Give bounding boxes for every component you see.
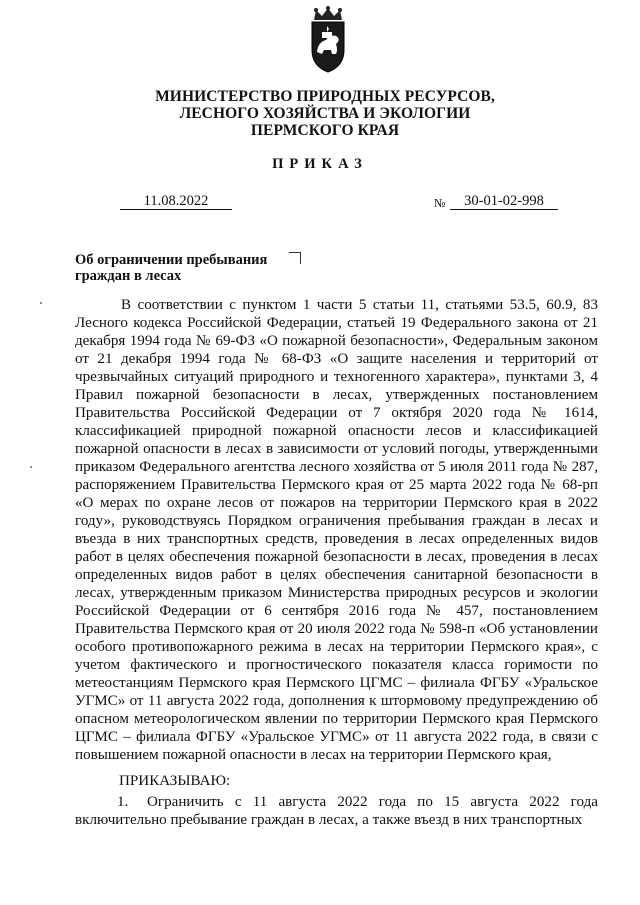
document-number: 30-01-02-998 [450, 193, 558, 210]
subject-line2: граждан в лесах [75, 268, 182, 284]
order-word: ПРИКАЗЫВАЮ: [119, 773, 231, 789]
margin-mark [30, 466, 32, 468]
document-number-label: № [434, 196, 446, 210]
document-type-title: ПРИКАЗ [272, 156, 368, 172]
subject-line1: Об ограничении пребывания [75, 252, 268, 268]
order-item-1-number: 1. [117, 794, 129, 810]
ministry-name-line2: ЛЕСНОГО ХОЗЯЙСТВА И ЭКОЛОГИИ [179, 105, 471, 122]
preamble-paragraph: В соответствии с пунктом 1 части 5 статьи 11, статьями 53.5, 60.9, 83 Лесного кодекса Российской Федерации, статьей 19 Федерального закона от 21 декабря 1994 года № 69-ФЗ «О пожарной безопасности», Федеральным законом от 21 декабря 1994 года № 68-ФЗ «О защите населения и территорий от чрезвычайных ситуаций природного и техногенного характера», пунктами 3, 4 Правил пожарной безопасности в лесах, утвержденных постановлением Правительства Российской Федерации от 7 октября 2020 года № 1614, классификацией природной пожарной опасности лесов и классификацией пожарной опасности в лесах в зависимости от условий погоды, утвержденными приказом Федерального агентства лесного хозяйства от 5 июля 2011 года № 287, распоряжением Правительства Пермского края от 25 марта 2022 года № 68-рп «О мерах по охране лесов от пожаров на территории Пермского края в 2022 году», руководствуясь Порядком ограничения пребывания граждан в лесах и въезда в них транспортных средств, проведения в лесах определенных видов работ в целях обеспечения пожарной безопасности в лесах, проведения в лесах определенных видов работ в целях обеспечения санитарной безопасности в лесах, утвержденным приказом Министерства природных ресурсов и экологии Российской Федерации от 6 сентября 2016 года № 457, постановлением Правительства Пермского края от 20 июля 2022 года № 598-п «Об установлении особого противопожарного режима в лесах на территории Пермского края», с учетом фактического и прогностического показателя класса горимости по метеостанциям Пермского края Пермского ЦГМС – филиала ФГБУ «Уральское УГМС» от 11 августа 2022 года, дополнения к штормовому предупреждению об опасном метеорологическом явлении по территории Пермского края Пермского ЦГМС – филиала ФГБУ «Уральское УГМС» от 11 августа 2022 года, в связи с повышением пожарной опасности в лесах на территории Пермского края, [75, 297, 598, 764]
document-date: 11.08.2022 [120, 193, 232, 210]
ministry-name-line3: ПЕРМСКОГО КРАЯ [250, 122, 400, 139]
order-item-1 [75, 793, 598, 829]
margin-mark [40, 302, 42, 304]
perm-krai-coat-of-arms-icon [300, 6, 356, 74]
document-preamble [75, 296, 598, 764]
order-item-1-text: Ограничить с 11 августа 2022 года по 15 августа 2022 года включительно пребывание граждан в лесах, а также въезд в них транспортных [75, 794, 598, 829]
subject-corner-mark [289, 252, 301, 264]
document-subject [75, 252, 285, 284]
ministry-name-line1: МИНИСТЕРСТВО ПРИРОДНЫХ РЕСУРСОВ, [155, 88, 495, 105]
